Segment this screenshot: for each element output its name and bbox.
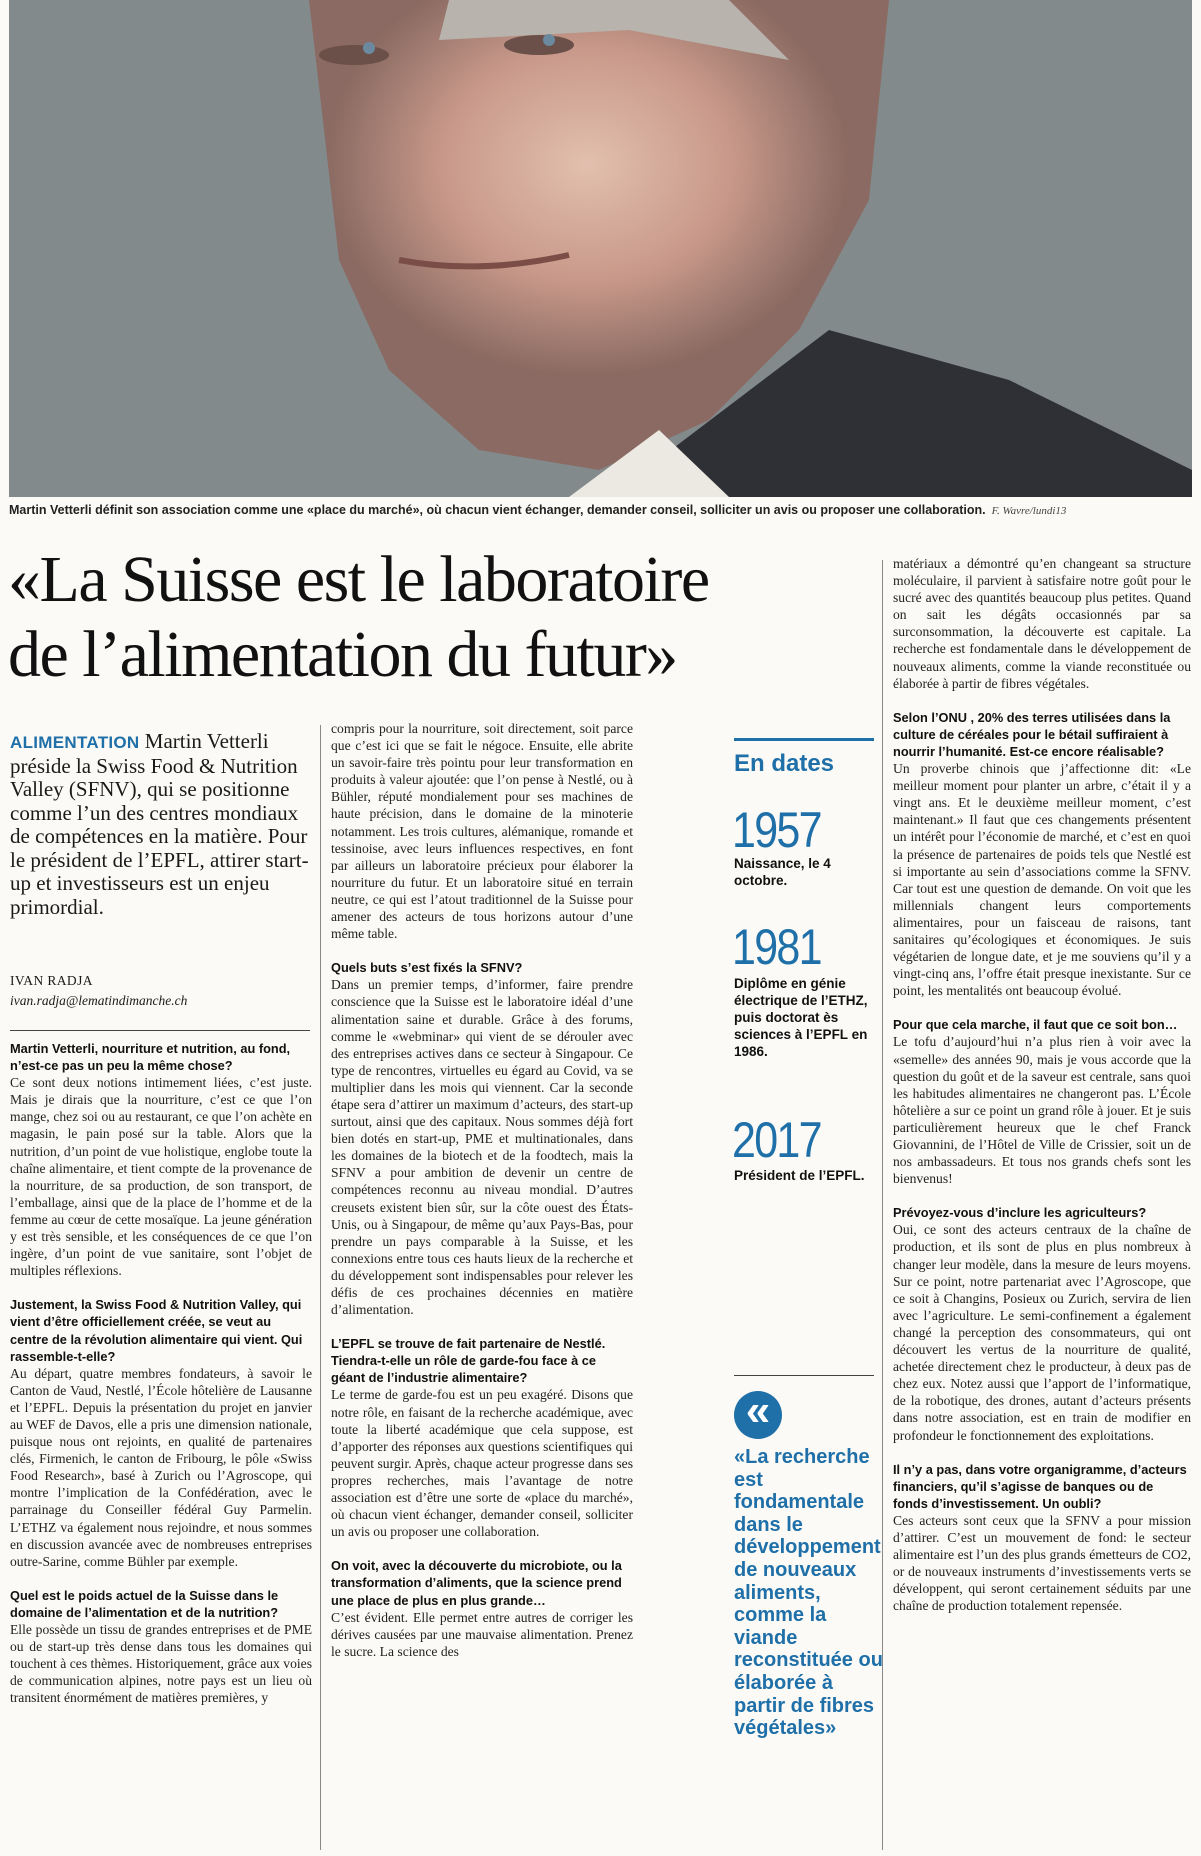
headline-line-1: «La Suisse est le laboratoire — [8, 543, 709, 616]
column-divider — [320, 725, 321, 1850]
article-column-4 — [893, 555, 1191, 1631]
quote-icon — [734, 1386, 782, 1439]
question: Martin Vetterli, nourriture et nutrition, au fond, n’est-ce pas un peu la même chose? — [10, 1041, 291, 1074]
question: Prévoyez-vous d’inclure les agriculteurs? — [893, 1205, 1147, 1221]
answer: Le terme de garde-fou est un peu exagéré. Disons que notre rôle, en faisant de la recherche académique, avec toute la liberté académique que cela suppose, est d’apporter des réponses aux questions scientifiques qui peuvent surgir. Après, chaque acteur progresse dans ses propres recherches, mais l’avantage de notre association est d’être une sorte de «place du marché», où chacun vient échanger, demander conseil, solliciter un avis ou proposer une collaboration. — [331, 1387, 633, 1540]
portrait-photo — [9, 0, 1192, 497]
date-year: 1957 — [732, 802, 821, 858]
question: Quel est le poids actuel de la Suisse dans le domaine de l’alimentation et de la nutrition? — [10, 1587, 279, 1620]
photo-credit: F. Wavre/lundi13 — [991, 505, 1067, 517]
answer: Oui, ce sont des acteurs centraux de la chaîne de production, et ils sont de plus en plus nombreux à changer leur modèle, dans la mesure de leurs moyens. Sur ce point, notre partenariat avec l’Agroscope, que ce soit à Changins, Posieux ou Zurich, servira de lien avec l’agriculture. Le semi-confinement a également changé la perception des consommateurs, qui ont découvert les vertus de la nourriture de qualité, achetée directement chez le producteur, à deux pas de chez eux. Notez aussi que l’apport de l’informatique, de la robotique, des drones, autant d’acteurs présents dans notre association, est en train de modifier en profondeur le fonctionnement des exploitations. — [893, 1222, 1191, 1443]
headline — [8, 542, 868, 692]
intro-text: Martin Vetterli préside la Swiss Food & Nutrition Valley (SFNV), qui se positionne comme l’un des centres mondiaux de compétences en la matière. Pour le président de l’EPFL, attirer start-up et investisseurs est un enjeu primordial. — [10, 729, 309, 919]
author-email: ivan.radja@lematindimanche.ch — [10, 993, 188, 1008]
caption-text: Martin Vetterli définit son association comme une «place du marché», où chacun vient échanger, demander conseil, solliciter un avis ou proposer une collaboration. — [9, 503, 986, 517]
question: Quels buts s’est fixés la SFNV? — [331, 960, 523, 976]
question: L’EPFL se trouve de fait partenaire de Nestlé. Tiendra-t-elle un rôle de garde-fou face à ce géant de l’industrie alimentaire? — [331, 1336, 606, 1386]
intro-lead — [10, 730, 310, 919]
date-text: Diplôme en génie électrique de l’ETHZ, puis doctorat ès sciences à l’EPFL en 1986. — [734, 976, 868, 1059]
dates-rule — [734, 738, 874, 741]
answer: Ces acteurs sont ceux que la SFNV a pour mission d’attirer. C’est un mouvement de fond: le secteur alimentaire est l’un des plus grands émetteurs de CO2, or de nouveaux instruments d’investissements verts se développent, qui seront certainement séduits par une chaîne de production totalement repensée. — [893, 1512, 1191, 1614]
answer: matériaux a démontré qu’en changeant sa structure moléculaire, il parvient à satisfaire notre goût pour le sucré avec des quantités beaucoup plus petites. Quand on sait les dégâts occasionnés par sa surconsommation, la découverte est capitale. La recherche est fondamentale dans le développement de nouveaux aliments, comme la viande reconstituée ou élaborée à partir de fibres végétales. — [893, 556, 1191, 691]
answer: Un proverbe chinois que j’affectionne dit: «Le meilleur moment pour planter un arbre, c’était il y a vingt ans. Et le deuxième meilleur moment, c’est maintenant.» Il faut que ces changements présentent un intérêt pour l’économie de marché, et c’est en quoi la présence de partenaires de poids tels que Nestlé est si importante au sein d’associations comme la SFNV. Car tout est une question de demande. On voit que les millennials changent leurs comportements alimentaires, pour un faisceau de raisons, tant sanitaires qu’écologiques et économiques. Je suis végétarien de longue date, et je me souviens qu’il y a vingt-cinq ans, l’offre était presque inexistante. Sur ce point, les mentalités ont beaucoup évolué. — [893, 761, 1191, 999]
answer: compris pour la nourriture, soit directement, soit parce que c’est ici que se fait le négoce. Ensuite, elle abrite un savoir-faire très pointu pour leur transformation en produits à valeur ajoutée: que l’on pense à Nestlé, ou à Bühler, réputé mondialement pour ses machines de haute précision, dans le domaine de la minoterie notamment. Les trois cultures, alémanique, romande et tessinoise, avec leurs influences respectives, en font par ailleurs un laboratoire précieux pour élaborer la nourriture du futur. Et un laboratoire situé en terrain neutre, ce qui est l’atout traditionnel de la Suisse pour amener des acteurs de tous horizons autour d’une même table. — [331, 721, 633, 942]
answer: Ce sont deux notions intimement liées, c’est juste. Mais je dirais que la nourriture, c’est ce que l’on mange, chez soi ou au restaurant, ce que l’on achète en magasin, le pain posé sur la table. Alors que la nutrition, d’un point de vue holistique, englobe toute la chaîne alimentaire, et tient compte de la provenance de la nourriture, de sa production, de son transport, de l’emballage, ainsi que de la place de l’homme et de la femme au cœur de cette mosaïque. La jeune génération y est très sensible, et les conséquences de ce que l’on ingère, d’un point de vue sanitaire, sont l’objet de multiples réflexions. — [10, 1075, 312, 1279]
question: Justement, la Swiss Food & Nutrition Valley, qui vient d’être officiellement créée, se veut au centre de la révolution alimentaire qui vient. Qui rassemble-t-elle? — [10, 1297, 303, 1364]
question: Il n’y a pas, dans votre organigramme, d’acteurs financiers, qu’il s’agisse de banques ou de fonds d’investissement. Un oubli? — [893, 1461, 1187, 1511]
date-year: 1981 — [732, 919, 821, 975]
portrait-illustration — [9, 0, 1192, 497]
photo-caption — [9, 503, 1192, 517]
date-text: Naissance, le 4 octobre. — [734, 856, 831, 888]
answer: Le tofu d’aujourd’hui n’a plus rien à voir avec la «semelle» des années 90, mais je vous accorde que la question du goût et de la saveur est centrale, sans quoi les habitudes alimentaires ne changeront pas. L’École hôtelière a sur ce point un grand rôle à jouer. Et je suis particulièrement heureux que le chef Franck Giovannini, de l’Hôtel de Ville de Crissier, soit un de nos ambassadeurs. Et tous nos grands chefs sont les bienvenus! — [893, 1034, 1191, 1187]
dates-title: En dates — [734, 750, 835, 777]
article-column-1 — [10, 1040, 312, 1723]
quote-glyph: « — [745, 1386, 771, 1435]
date-year: 2017 — [732, 1112, 821, 1168]
question: Selon l’ONU , 20% des terres utilisées dans la culture de céréales pour le bétail suffiraient à nourrir l’humanité. Est-ce encore réalisable? — [893, 709, 1171, 759]
answer: Elle possède un tissu de grandes entreprises et de PME ou de start-up très dense dans tous les domaines qui touchent à ces thèmes. Historiquement, grâce aux voies de communication alpines, notre pays est un lieu où transitent énormément de matières premières, y — [10, 1622, 312, 1706]
answer: C’est évident. Elle permet entre autres de corriger les dérives causées par une mauvaise alimentation. Prenez le sucre. La science des — [331, 1609, 633, 1659]
date-text: Président de l’EPFL. — [734, 1168, 865, 1183]
answer: Au départ, quatre membres fondateurs, à savoir le Canton de Vaud, Nestlé, l’École hôtelière de Lausanne et l’EPFL. Depuis la présentation du projet en janvier au WEF de Davos, elle a pris une dimension nationale, puisque nous ont rejoints, en qualité de partenaires clés, Firmenich, le canton de Fribourg, le pôle «Swiss Food Research», basé à Zurich ou l’Agroscope, qui montre l’implication de la Confédération, avec le parrainage du Conseiller fédéral Guy Parmelin. L’ETHZ va également nous rejoindre, et nous sommes en discussion avancée avec de nombreuses entreprises outre-Sarine, comme Bühler par exemple. — [10, 1365, 312, 1569]
section-kicker: ALIMENTATION — [10, 733, 140, 752]
question: Pour que cela marche, il faut que ce soit bon… — [893, 1017, 1178, 1033]
headline-line-2: de l’alimentation du futur» — [8, 618, 677, 691]
pullquote-rule — [734, 1375, 874, 1376]
intro-rule — [10, 1030, 310, 1031]
question: On voit, avec la découverte du microbiote, ou la transformation d’aliments, que la science prend une place de plus en plus grande… — [331, 1558, 622, 1608]
pull-quote: «La recherche est fondamentale dans le développement de nouveaux aliments, comme la viande reconstituée ou élaborée à partir de fibres végétales» — [734, 1446, 883, 1740]
answer: Dans un premier temps, d’informer, faire prendre conscience que la Suisse est le laboratoire idéal d’une alimentation saine et durable. Grâce à des forums, comme le «webminar» qui vient de se dérouler avec des entreprises actives dans ce secteur à Singapour. Ce type de rencontres, virtuelles eu égard au Covid, va se multiplier dans les mois qui viennent. Car la seconde étape sera d’attirer un maximum d’acteurs, des start-up surtout, ainsi que des capitaux. Nous sommes déjà fort bien dotés en start-up, PME et multinationales, dans les domaines de la biotech et de la foodtech, mais la SFNV a pour ambition de devenir un centre de compétences reconnu au niveau mondial. D’autres creusets existent bien sûr, sur la côte ouest des États-Unis, ou à Singapour, de même qu’aux Pays-Bas, pour prendre un pays comparable à la Suisse, et les connexions entre tous ces hauts lieux de la recherche et du développement sont indispensables pour relever les défis de ces prochaines décennies en matière d’alimentation. — [331, 977, 633, 1318]
article-column-2 — [331, 720, 633, 1677]
author-byline: IVAN RADJA — [10, 973, 93, 988]
